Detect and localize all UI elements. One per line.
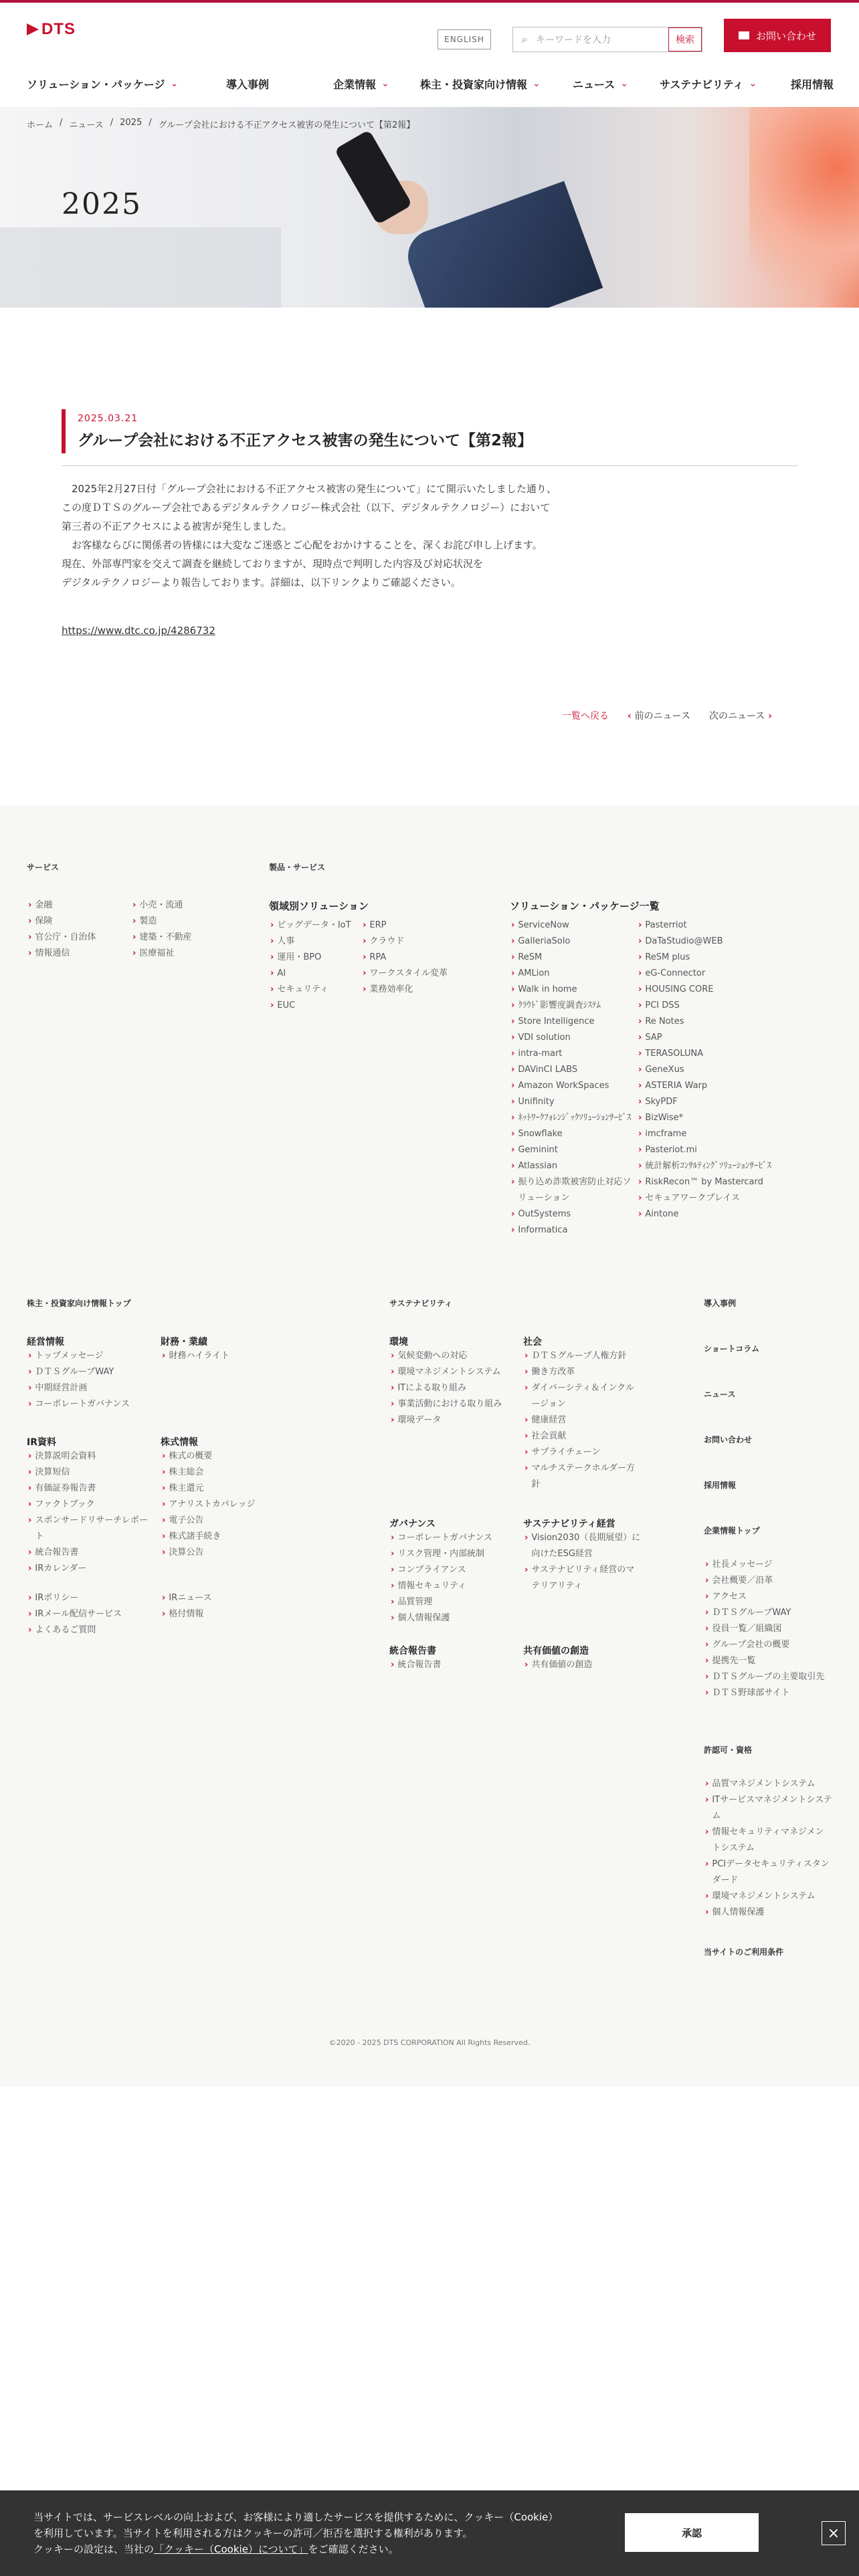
breadcrumb-year[interactable]: 2025 bbox=[120, 118, 142, 128]
footer-link[interactable]: › ITサービスマネジメントシステム bbox=[705, 1792, 832, 1824]
csv-head: 共有価値の創造 bbox=[523, 1646, 589, 1656]
footer-link[interactable]: › 社会貢献 bbox=[524, 1428, 642, 1444]
nav-label: 企業情報 bbox=[333, 78, 377, 91]
news-article bbox=[62, 409, 797, 592]
footer-link[interactable]: › 情報セキュリティマネジメントシステム bbox=[705, 1824, 832, 1856]
nav-company[interactable] bbox=[333, 68, 420, 99]
footer-link[interactable]: › 共有価値の創造 bbox=[524, 1657, 592, 1673]
close-icon[interactable]: × bbox=[822, 2521, 846, 2545]
cookie-line-3a: クッキーの設定は、当社の bbox=[33, 2543, 155, 2555]
footer-link[interactable]: › 小売・流通 bbox=[132, 897, 191, 914]
footer-link[interactable]: › 情報セキュリティ bbox=[391, 1578, 518, 1594]
footer-link[interactable]: › ワークスタイル変革 bbox=[363, 966, 448, 982]
footer-link[interactable]: › 統合報告書 bbox=[28, 1545, 149, 1561]
footer-link[interactable]: › 環境マネジメントシステム bbox=[391, 1364, 518, 1380]
next-label: 次のニュース bbox=[708, 711, 765, 722]
footer-link-column[interactable]: ショートコラム bbox=[704, 1344, 760, 1354]
breadcrumb bbox=[27, 118, 415, 130]
cookie-line-2: を利用しています。当サイトを利用される方はクッキーの許可／拒否を選択する権利があります。 bbox=[33, 2527, 473, 2539]
footer-link[interactable]: › RPA bbox=[363, 950, 448, 966]
footer-link[interactable]: › 運用・BPO bbox=[270, 950, 351, 966]
contact-label: お問い合わせ bbox=[755, 29, 816, 42]
footer-link[interactable]: › AI bbox=[270, 966, 351, 982]
csv-list bbox=[524, 1657, 592, 1673]
site-footer bbox=[0, 805, 859, 2086]
footer-link-news[interactable]: ニュース bbox=[704, 1390, 736, 1399]
article-head bbox=[62, 409, 797, 453]
footer-link[interactable]: › eG-Connector bbox=[638, 966, 772, 982]
footer-link[interactable]: › ERP bbox=[363, 918, 448, 934]
prev-news-link[interactable] bbox=[628, 709, 690, 722]
footer-link[interactable]: › Re Notes bbox=[638, 1014, 772, 1030]
nav-solutions[interactable] bbox=[27, 68, 226, 99]
footer-link-recruit[interactable]: 採用情報 bbox=[704, 1481, 737, 1490]
nav-label: 導入事例 bbox=[226, 78, 270, 91]
site-header bbox=[0, 3, 859, 107]
cookie-line-3 bbox=[33, 2541, 595, 2557]
footer-link[interactable]: › ＤＴＳグループWAY bbox=[28, 1364, 130, 1380]
nav-label: ソリューション・パッケージ bbox=[27, 78, 165, 91]
nav-ir[interactable] bbox=[420, 68, 573, 99]
ir-fin-list bbox=[162, 1348, 229, 1364]
footer-link[interactable]: › DAVinCI LABS bbox=[511, 1062, 636, 1078]
footer-link[interactable]: › Geminint bbox=[511, 1142, 636, 1158]
footer-link[interactable]: › よくあるご質問 bbox=[28, 1622, 122, 1638]
article-title: グループ会社における不正アクセス被害の発生について【第2報】 bbox=[78, 431, 533, 449]
footer-link[interactable]: › 事業活動における取り組み bbox=[391, 1396, 518, 1412]
hero-phone bbox=[335, 130, 413, 225]
footer-link[interactable]: › トップメッセージ bbox=[28, 1348, 130, 1364]
footer-link[interactable]: › RiskRecon™ by Mastercard bbox=[638, 1174, 772, 1190]
footer-link[interactable]: › 振り込め詐欺被害防止対応ソリューション bbox=[511, 1174, 636, 1206]
env-list bbox=[391, 1348, 518, 1428]
back-to-list-link[interactable]: 一覧へ戻る bbox=[562, 711, 609, 722]
footer-link[interactable]: › PCI DSS bbox=[638, 998, 772, 1014]
footer-link[interactable]: › ServiceNow bbox=[511, 918, 636, 934]
cookie-accept-button[interactable]: 承認 bbox=[625, 2513, 759, 2552]
footer-link[interactable]: › 個人情報保護 bbox=[391, 1610, 518, 1626]
footer-link[interactable]: › ITによる取り組み bbox=[391, 1380, 518, 1396]
global-nav bbox=[0, 68, 859, 99]
hero-sleeve bbox=[401, 181, 603, 308]
footer-link[interactable]: › 会社概要／沿革 bbox=[705, 1573, 832, 1589]
susm-list bbox=[524, 1530, 642, 1594]
footer-link[interactable]: › 環境マネジメントシステム bbox=[705, 1889, 832, 1905]
footer-service-head: サービス bbox=[27, 863, 60, 872]
footer-link[interactable]: › Pasterriot bbox=[638, 918, 772, 934]
footer-link[interactable]: › OutSystems bbox=[511, 1206, 636, 1222]
search-icon: ⌕ bbox=[521, 33, 528, 45]
footer-link[interactable]: › 統合報告書 bbox=[391, 1657, 441, 1673]
footer-link[interactable]: › 健康経営 bbox=[524, 1412, 642, 1428]
footer-link-terms[interactable]: 当サイトのご利用条件 bbox=[704, 1947, 784, 1957]
ir-doc-head: IR資料 bbox=[27, 1437, 56, 1448]
footer-link[interactable]: › IRポリシー bbox=[28, 1590, 122, 1606]
footer-link[interactable]: › 決算説明会資料 bbox=[28, 1448, 149, 1465]
domain-list-2 bbox=[363, 918, 448, 998]
footer-link[interactable]: › IRメール配信サービス bbox=[28, 1606, 122, 1622]
footer-link[interactable]: › intra-mart bbox=[511, 1046, 636, 1062]
gov-list bbox=[391, 1530, 518, 1626]
footer-link[interactable]: › コーポレートガバナンス bbox=[391, 1530, 518, 1546]
footer-link[interactable]: › ASTERIA Warp bbox=[638, 1078, 772, 1094]
breadcrumb-current: グループ会社における不正アクセス被害の発生について【第2報】 bbox=[158, 120, 415, 130]
nav-label: 採用情報 bbox=[791, 78, 834, 91]
footer-link[interactable]: › GalleriaSolo bbox=[511, 934, 636, 950]
article-body: 2025年2月27日付「グループ会社における不正アクセス被害の発生について」にて開示いたしました通り、 この度ＤＴＳのグループ会社であるデジタルテクノロジー株式会社（以下、デジタルテクノロジー）において 第三者の不正アクセスによる被害が発生しました。 お客様ならびに関係者の皆様には大変なご迷惑とご心配をおかけすることを、深くお詫び申し上げます。 現在、外部専門家を交えて調査を継続しておりますが、現時点で判明した内容及び対応状況を デジタルテクノロジーより報告しております。詳細は、以下リンクよりご確認ください。 bbox=[62, 483, 557, 588]
search-input[interactable]: キーワードを入力 bbox=[536, 35, 611, 45]
footer-link[interactable]: › ﾈｯﾄﾜｰｸﾌｫﾚﾝｼﾞｯｸｿﾘｭｰｼｮﾝｻｰﾋﾞｽ bbox=[511, 1110, 636, 1126]
ir-top-link[interactable]: 株主・投資家向け情報トップ bbox=[27, 1299, 131, 1308]
footer-link[interactable]: › 製造 bbox=[132, 914, 191, 930]
dts-logo[interactable] bbox=[27, 20, 76, 39]
ir-mgmt-head: 経営情報 bbox=[27, 1337, 64, 1348]
footer-link[interactable]: › ファクトブック bbox=[28, 1497, 149, 1513]
soc-head: 社会 bbox=[523, 1337, 542, 1348]
footer-link-cases[interactable]: 導入事例 bbox=[704, 1299, 737, 1308]
footer-link[interactable]: › Pasteriot.mi bbox=[638, 1142, 772, 1158]
ir-stock-list bbox=[162, 1448, 256, 1561]
divider bbox=[62, 465, 797, 466]
footer-link[interactable]: › アナリストカバレッジ bbox=[162, 1497, 256, 1513]
footer-link[interactable]: › imcframe bbox=[638, 1126, 772, 1142]
article-date: 2025.03.21 bbox=[78, 413, 138, 424]
footer-link[interactable]: › ダイバーシティ＆インクルージョン bbox=[524, 1380, 642, 1412]
cookie-line-3b: をご確認ください。 bbox=[308, 2543, 399, 2555]
external-link[interactable]: https://www.dtc.co.jp/4286732 bbox=[62, 625, 215, 637]
breadcrumb-sep: / bbox=[110, 118, 114, 128]
cookie-line-1: 当サイトでは、サービスレベルの向上および、お客様により適したサービスを提供するために、クッキー（Cookie） bbox=[33, 2511, 559, 2523]
sustainability-top-link[interactable]: サステナビリティ bbox=[389, 1299, 453, 1308]
report-head: 統合報告書 bbox=[389, 1646, 436, 1656]
footer-link[interactable]: › コーポレートガバナンス bbox=[28, 1396, 130, 1412]
footer-link[interactable]: › 統計解析ｺﾝｻﾙﾃｨﾝｸﾞｿﾘｭｰｼｮﾝｻｰﾋﾞｽ bbox=[638, 1158, 772, 1174]
footer-link[interactable]: › 品質管理 bbox=[391, 1594, 518, 1610]
page-title: 2025 bbox=[62, 187, 142, 221]
footer-link[interactable]: › 官公庁・自治体 bbox=[28, 930, 96, 946]
footer-link[interactable]: › IRニュース bbox=[162, 1590, 212, 1606]
footer-link[interactable]: › サプライチェーン bbox=[524, 1444, 642, 1461]
chevron-right-icon: › bbox=[765, 711, 772, 722]
footer-link[interactable]: › Informatica bbox=[511, 1222, 636, 1239]
mail-icon bbox=[739, 31, 749, 39]
logo-mark-icon bbox=[27, 23, 39, 35]
footer-link[interactable]: › 個人情報保護 bbox=[705, 1905, 832, 1921]
footer-link[interactable]: › クラウド bbox=[363, 934, 448, 950]
footer-link[interactable]: › コンプライアンス bbox=[391, 1562, 518, 1578]
footer-link[interactable]: › 金融 bbox=[28, 897, 96, 914]
footer-link[interactable]: › 決算公告 bbox=[162, 1545, 256, 1561]
next-news-link[interactable] bbox=[709, 709, 772, 722]
nav-recruit[interactable] bbox=[791, 68, 858, 99]
hero-glow bbox=[749, 107, 859, 308]
page-hero bbox=[0, 107, 859, 308]
footer-products-head: 製品・サービス bbox=[269, 863, 326, 872]
chevron-down-icon: ⌄ bbox=[381, 78, 389, 89]
footer-link[interactable]: › 環境データ bbox=[391, 1412, 518, 1428]
footer-link-company[interactable]: 企業情報トップ bbox=[704, 1526, 760, 1535]
footer-link[interactable]: › ReSM bbox=[511, 950, 636, 966]
footer-link[interactable]: › 働き方改革 bbox=[524, 1364, 642, 1380]
breadcrumb-sep: / bbox=[60, 118, 63, 128]
ir-misc-list-1 bbox=[28, 1590, 122, 1638]
footer-link[interactable]: › Snowflake bbox=[511, 1126, 636, 1142]
footer-link[interactable]: › ｸﾗｳﾄﾞ影響度調査ｼｽﾃﾑ bbox=[511, 998, 636, 1014]
breadcrumb-news[interactable]: ニュース bbox=[69, 120, 104, 130]
footer-link[interactable]: › 保険 bbox=[28, 914, 96, 930]
chevron-down-icon: ⌄ bbox=[749, 78, 757, 89]
package-list-2 bbox=[638, 918, 772, 1222]
footer-link[interactable]: › Atlassian bbox=[511, 1158, 636, 1174]
footer-link[interactable]: › DaTaStudio@WEB bbox=[638, 934, 772, 950]
footer-link[interactable]: › ＤＴＳグループWAY bbox=[705, 1605, 832, 1621]
footer-link[interactable]: › ＤＴＳグループ人権方針 bbox=[524, 1348, 642, 1364]
footer-link[interactable]: › VDI solution bbox=[511, 1030, 636, 1046]
cookie-message bbox=[33, 2509, 595, 2557]
footer-link[interactable]: › SAP bbox=[638, 1030, 772, 1046]
footer-link-contact[interactable]: お問い合わせ bbox=[704, 1435, 753, 1444]
domain-solutions-head: 領域別ソリューション bbox=[269, 900, 369, 912]
news-pager bbox=[562, 709, 772, 722]
chevron-left-icon: ‹ bbox=[628, 711, 635, 722]
footer-link[interactable]: › スポンサードリサーチレポート bbox=[28, 1513, 149, 1545]
footer-link[interactable]: › 有価証券報告書 bbox=[28, 1481, 149, 1497]
footer-link[interactable]: › 電子公告 bbox=[162, 1513, 256, 1529]
breadcrumb-sep: / bbox=[149, 118, 152, 128]
footer-link[interactable]: › Amazon WorkSpaces bbox=[511, 1078, 636, 1094]
report-list bbox=[391, 1657, 441, 1673]
nav-news[interactable] bbox=[573, 68, 660, 99]
susm-head: サステナビリティ経営 bbox=[523, 1519, 615, 1529]
chevron-down-icon: ⌄ bbox=[620, 78, 628, 89]
ir-stock-head: 株式情報 bbox=[161, 1437, 198, 1448]
ir-doc-list bbox=[28, 1448, 149, 1577]
footer-link[interactable]: › 社長メッセージ bbox=[705, 1557, 832, 1573]
cookie-policy-link[interactable]: 「クッキー（Cookie）について」 bbox=[154, 2543, 308, 2555]
footer-link[interactable]: › Store Intelligence bbox=[511, 1014, 636, 1030]
nav-sustainability[interactable] bbox=[660, 68, 791, 99]
footer-link[interactable]: › 株主還元 bbox=[162, 1481, 256, 1497]
footer-link[interactable]: › ReSM plus bbox=[638, 950, 772, 966]
breadcrumb-home[interactable]: ホーム bbox=[27, 120, 54, 130]
footer-link[interactable]: › 医療福祉 bbox=[132, 946, 191, 962]
footer-link[interactable]: › Unifinity bbox=[511, 1094, 636, 1110]
footer-link[interactable]: › 業務効率化 bbox=[363, 982, 448, 998]
footer-link[interactable]: › 株式の概要 bbox=[162, 1448, 256, 1465]
english-button[interactable]: ENGLISH bbox=[438, 29, 491, 49]
service-list-2 bbox=[132, 897, 191, 962]
footer-link[interactable]: › 役員一覧／組織図 bbox=[705, 1621, 832, 1637]
contact-button[interactable] bbox=[724, 19, 831, 52]
footer-link[interactable]: › 気候変動への対応 bbox=[391, 1348, 518, 1364]
city-skyline bbox=[0, 227, 281, 308]
footer-link[interactable]: › セキュアワークプレイス bbox=[638, 1190, 772, 1206]
footer-link[interactable]: › 中期経営計画 bbox=[28, 1380, 130, 1396]
cookie-banner bbox=[0, 2490, 859, 2576]
domain-list-1 bbox=[270, 918, 351, 1014]
search-box bbox=[512, 27, 702, 52]
footer-link[interactable]: › TERASOLUNA bbox=[638, 1046, 772, 1062]
footer-link[interactable]: › EUC bbox=[270, 998, 351, 1014]
footer-link[interactable]: › リスク管理・内部統制 bbox=[391, 1546, 518, 1562]
soc-list bbox=[524, 1348, 642, 1493]
footer-link[interactable]: › マルチステークホルダー方針 bbox=[524, 1461, 642, 1493]
service-list-1 bbox=[28, 897, 96, 962]
nav-label: サステナビリティ bbox=[660, 78, 744, 91]
package-list-1 bbox=[511, 918, 636, 1239]
footer-link[interactable]: › BizWise* bbox=[638, 1110, 772, 1126]
footer-link[interactable]: › 人事 bbox=[270, 934, 351, 950]
nav-label: 株主・投資家向け情報 bbox=[420, 78, 528, 91]
footer-link[interactable]: › ＤＴＳグループの主要取引先 bbox=[705, 1669, 832, 1685]
footer-link[interactable]: › サステナビリティ経営のマテリアリティ bbox=[524, 1562, 642, 1594]
footer-link[interactable]: › 情報通信 bbox=[28, 946, 96, 962]
footer-link[interactable]: › 財務ハイライト bbox=[162, 1348, 229, 1364]
footer-link[interactable]: › SkyPDF bbox=[638, 1094, 772, 1110]
package-list-head: ソリューション・パッケージ一覧 bbox=[510, 900, 660, 912]
footer-link[interactable]: › Walk in home bbox=[511, 982, 636, 998]
ir-fin-head: 財務・業績 bbox=[161, 1337, 207, 1348]
footer-link[interactable]: › GeneXus bbox=[638, 1062, 772, 1078]
footer-link[interactable]: › アクセス bbox=[705, 1589, 832, 1605]
footer-link[interactable]: › IRカレンダー bbox=[28, 1561, 149, 1577]
footer-link[interactable]: › 品質マネジメントシステム bbox=[705, 1776, 832, 1792]
footer-link[interactable]: › 決算短信 bbox=[28, 1465, 149, 1481]
footer-link[interactable]: › Aintone bbox=[638, 1206, 772, 1222]
footer-link[interactable]: › HOUSING CORE bbox=[638, 982, 772, 998]
footer-link[interactable]: › 建築・不動産 bbox=[132, 930, 191, 946]
footer-link[interactable]: › グループ会社の概要 bbox=[705, 1637, 832, 1653]
nav-cases[interactable] bbox=[226, 68, 333, 99]
chevron-down-icon: ⌄ bbox=[170, 78, 179, 89]
footer-link[interactable]: › セキュリティ bbox=[270, 982, 351, 998]
nav-label: ニュース bbox=[573, 78, 615, 91]
footer-link[interactable]: › ビッグデータ・IoT bbox=[270, 918, 351, 934]
cert-head: 許認可・資格 bbox=[704, 1745, 753, 1755]
footer-link[interactable]: › Vision2030（長期展望）に向けたESG経営 bbox=[524, 1530, 642, 1562]
footer-link[interactable]: › AMLion bbox=[511, 966, 636, 982]
footer-link[interactable]: › 株主総会 bbox=[162, 1465, 256, 1481]
logo-text: DTS bbox=[41, 20, 76, 38]
search-button[interactable]: 検索 bbox=[668, 27, 702, 51]
footer-link[interactable]: › 提携先一覧 bbox=[705, 1653, 832, 1669]
footer-link[interactable]: › 株式諸手続き bbox=[162, 1529, 256, 1545]
company-list bbox=[705, 1557, 832, 1701]
chevron-down-icon: ⌄ bbox=[533, 78, 541, 89]
copyright: ©2020 - 2025 DTS CORPORATION All Rights Reserved. bbox=[328, 2038, 531, 2047]
footer-link[interactable]: › 格付情報 bbox=[162, 1606, 212, 1622]
footer-link[interactable]: › PCIデータセキュリティスタンダード bbox=[705, 1856, 832, 1889]
env-head: 環境 bbox=[389, 1337, 408, 1348]
footer-link[interactable]: › ＤＴＳ野球部サイト bbox=[705, 1685, 832, 1701]
gov-head: ガバナンス bbox=[389, 1519, 436, 1529]
cert-list bbox=[705, 1776, 832, 1921]
prev-label: 前のニュース bbox=[634, 711, 690, 722]
ir-misc-list-2 bbox=[162, 1590, 212, 1622]
ir-mgmt-list bbox=[28, 1348, 130, 1412]
